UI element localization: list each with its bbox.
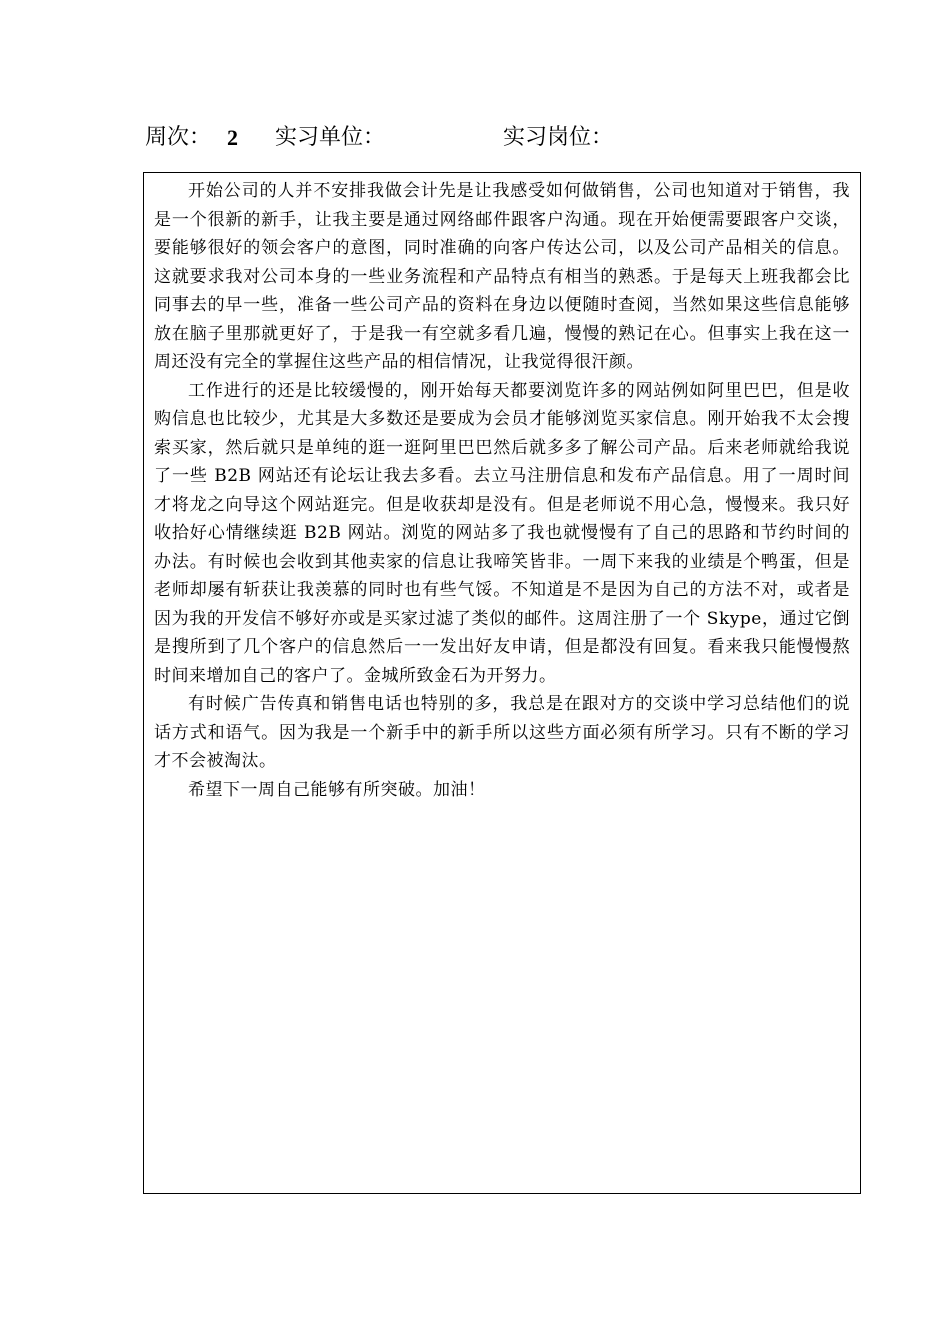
journal-paragraph: 工作进行的还是比较缓慢的，刚开始每天都要浏览许多的网站例如阿里巴巴，但是收购信息也比较少，尤其是大多数还是要成为会员才能够浏览买家信息。刚开始我不太会搜索买家，然后就只是单纯的逛一逛阿里巴巴然后就多多了解公司产品。后来老师就给我说了一些 B2B 网站还有论坛让我去多看。去立马注册信息和发布产品信息。用了一周时间才将龙之向导这个网站逛完。但是收获却是没有。但是老师说不用心急，慢慢来。我只好收拾好心情继续逛 B2B 网站。浏览的网站多了我也就慢慢有了自己的思路和节约时间的办法。有时候也会收到其他卖家的信息让我啼笑皆非。一周下来我的业绩是个鸭蛋，但是老师却屡有斩获让我羡慕的同时也有些气馁。不知道是不是因为自己的方法不对，或者是因为我的开发信不够好亦或是买家过滤了类似的邮件。这周注册了一个 Skype，通过它倒是搜所到了几个客户的信息然后一一发出好友申请，但是都没有回复。看来我只能慢慢熬时间来增加自己的客户了。金城所致金石为开努力。 [154, 380, 850, 686]
week-label: 周次： [145, 125, 212, 150]
week-value: 2 [227, 125, 238, 150]
journal-paragraph: 希望下一周自己能够有所突破。加油！ [188, 779, 486, 800]
journal-paragraph: 有时候广告传真和销售电话也特别的多，我总是在跟对方的交谈中学习总结他们的说话方式和语气。因为我是一个新手中的新手所以这些方面必须有所学习。只有不断的学习才不会被淘汰。 [154, 694, 850, 771]
internship-unit-label: 实习单位： [275, 125, 386, 150]
internship-post-label: 实习岗位： [503, 125, 614, 150]
journal-paragraph: 开始公司的人并不安排我做会计先是让我感受如何做销售，公司也知道对于销售，我是一个很新的新手，让我主要是通过网络邮件跟客户沟通。现在开始便需要跟客户交谈，要能够很好的领会客户的意图，同时准确的向客户传达公司，以及公司产品相关的信息。这就要求我对公司本身的一些业务流程和产品特点有相当的熟悉。于是每天上班我都会比同事去的早一些，准备一些公司产品的资料在身边以便随时查阅，当然如果这些信息能够放在脑子里那就更好了，于是我一有空就多看几遍，慢慢的熟记在心。但事实上我在这一周还没有完全的掌握住这些产品的相信情况，让我觉得很汗颜。 [154, 181, 850, 372]
report-header [145, 118, 865, 158]
journal-content-box [143, 172, 861, 1194]
